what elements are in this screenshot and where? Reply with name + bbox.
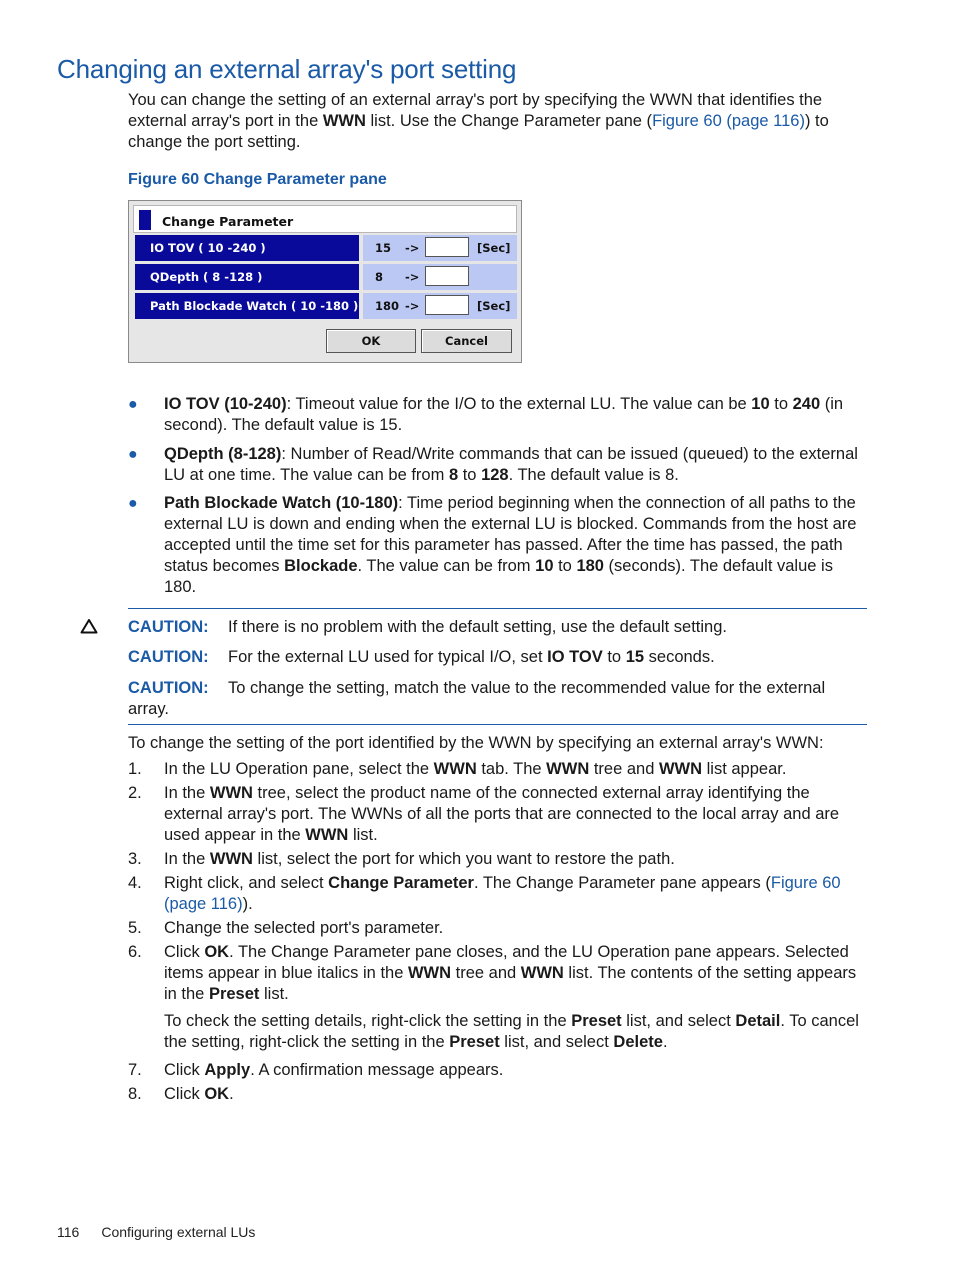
intro-paragraph: You can change the setting of an external array's port by specifying the WWN that identifies the external array's port in the WWN list. Use the Change Parameter pane (Figure 60 (page 116)) to change the port setting. xyxy=(128,91,829,151)
io-tov-input[interactable] xyxy=(425,237,469,257)
procedure-intro: To change the setting of the port identified by the WWN by specifying an external array's WWN: xyxy=(128,734,824,752)
arrow-text: -> xyxy=(405,299,420,313)
caution-1: CAUTION: If there is no problem with the default setting, use the default setting. xyxy=(128,618,727,636)
footer-section: Configuring external LUs xyxy=(101,1224,256,1240)
step-5: 5. Change the selected port's parameter. xyxy=(128,919,444,937)
caution-label: CAUTION: xyxy=(128,679,209,697)
pane-title-marker xyxy=(139,210,151,230)
step-1: 1. In the LU Operation pane, select the WWN tab. The WWN tree and WWN list appear. xyxy=(128,760,787,778)
change-parameter-pane xyxy=(128,200,522,363)
param-current-value: 180 xyxy=(375,299,400,313)
step-8: 8. Click OK. xyxy=(128,1085,234,1103)
caution-triangle-icon xyxy=(80,618,98,640)
step-7: 7. Click Apply. A confirmation message appears. xyxy=(128,1061,504,1079)
pane-title: Change Parameter xyxy=(162,214,294,229)
step-2: 2. In the WWN tree, select the product name of the connected external array identifying the external array's port. The WWNs of all the ports that are connected to the local array and are used appear in the WWN list. xyxy=(128,784,840,844)
caution-2: CAUTION: For the external LU used for typical I/O, set IO TOV to 15 seconds. xyxy=(128,648,715,666)
param-label: QDepth ( 8 -128 ) xyxy=(135,264,359,290)
param-label: IO TOV ( 10 -240 ) xyxy=(135,235,359,261)
step-6-note: To check the setting details, right-click the setting in the Preset list, and select Detail. To cancel the setting, right-click the setting in the Preset list, and select Delete. xyxy=(164,1012,859,1051)
cancel-button[interactable]: Cancel xyxy=(421,329,512,353)
page-footer xyxy=(57,1222,255,1243)
param-value-cell xyxy=(363,264,517,290)
pane-title-bar xyxy=(133,205,517,233)
bullet-path-blockade: ● Path Blockade Watch (10-180): Time period beginning when the connection of all paths to the external LU is down and ending when the external LU is blocked. Commands from the host are accepted until the time set for this parameter has passed. After the time has passed, the path status becomes Blockade. The value can be from 10 to 180 (seconds). The default value is 180. xyxy=(128,494,857,596)
step-4: 4. Right click, and select Change Parameter. The Change Parameter pane appears (Figure 60 (page 116)). xyxy=(128,874,841,913)
arrow-text: -> xyxy=(405,270,420,284)
figure-link[interactable]: Figure 60 (page 116) xyxy=(652,112,805,130)
page-heading: Changing an external array's port setting xyxy=(57,54,517,84)
caution-3: CAUTION: To change the setting, match the value to the recommended value for the external array. xyxy=(128,679,826,718)
ok-button[interactable]: OK xyxy=(326,329,416,353)
step-3: 3. In the WWN list, select the port for which you want to restore the path. xyxy=(128,850,675,868)
caution-label: CAUTION: xyxy=(128,648,209,666)
param-row-io-tov xyxy=(135,235,517,261)
param-value-cell xyxy=(363,293,517,319)
path-blockade-input[interactable] xyxy=(425,295,469,315)
param-label: Path Blockade Watch ( 10 -180 ) xyxy=(135,293,359,319)
param-unit: [Sec] xyxy=(477,299,511,313)
figure-caption: Figure 60 Change Parameter pane xyxy=(128,171,387,188)
step-6: 6. Click OK. The Change Parameter pane closes, and the LU Operation pane appears. Selected items appear in blue italics in the WWN tree and WWN list. The contents of the setting appears in the Preset list. xyxy=(128,943,857,1003)
param-current-value: 15 xyxy=(375,241,392,255)
figure-link[interactable]: Figure 60 (page 116) xyxy=(164,874,841,913)
qdepth-input[interactable] xyxy=(425,266,469,286)
param-value-cell xyxy=(363,235,517,261)
arrow-text: -> xyxy=(405,241,420,255)
caution-label: CAUTION: xyxy=(128,618,209,636)
param-current-value: 8 xyxy=(375,270,384,284)
bullet-icon: ● xyxy=(128,396,138,413)
param-unit: [Sec] xyxy=(477,241,511,255)
param-row-path-blockade xyxy=(135,293,517,319)
param-row-qdepth xyxy=(135,264,517,290)
page-number: 116 xyxy=(57,1224,80,1240)
bullet-io-tov: ● IO TOV (10-240): Timeout value for the I/O to the external LU. The value can be 10 to 240 (in second). The default value is 15. xyxy=(128,395,844,434)
caution-bottom-rule xyxy=(128,724,867,725)
caution-top-rule xyxy=(128,608,867,609)
bullet-icon: ● xyxy=(128,495,138,512)
bullet-qdepth: ● QDepth (8-128): Number of Read/Write commands that can be issued (queued) to the external LU at one time. The value can be from 8 to 128. The default value is 8. xyxy=(128,445,858,484)
bullet-icon: ● xyxy=(128,446,138,463)
